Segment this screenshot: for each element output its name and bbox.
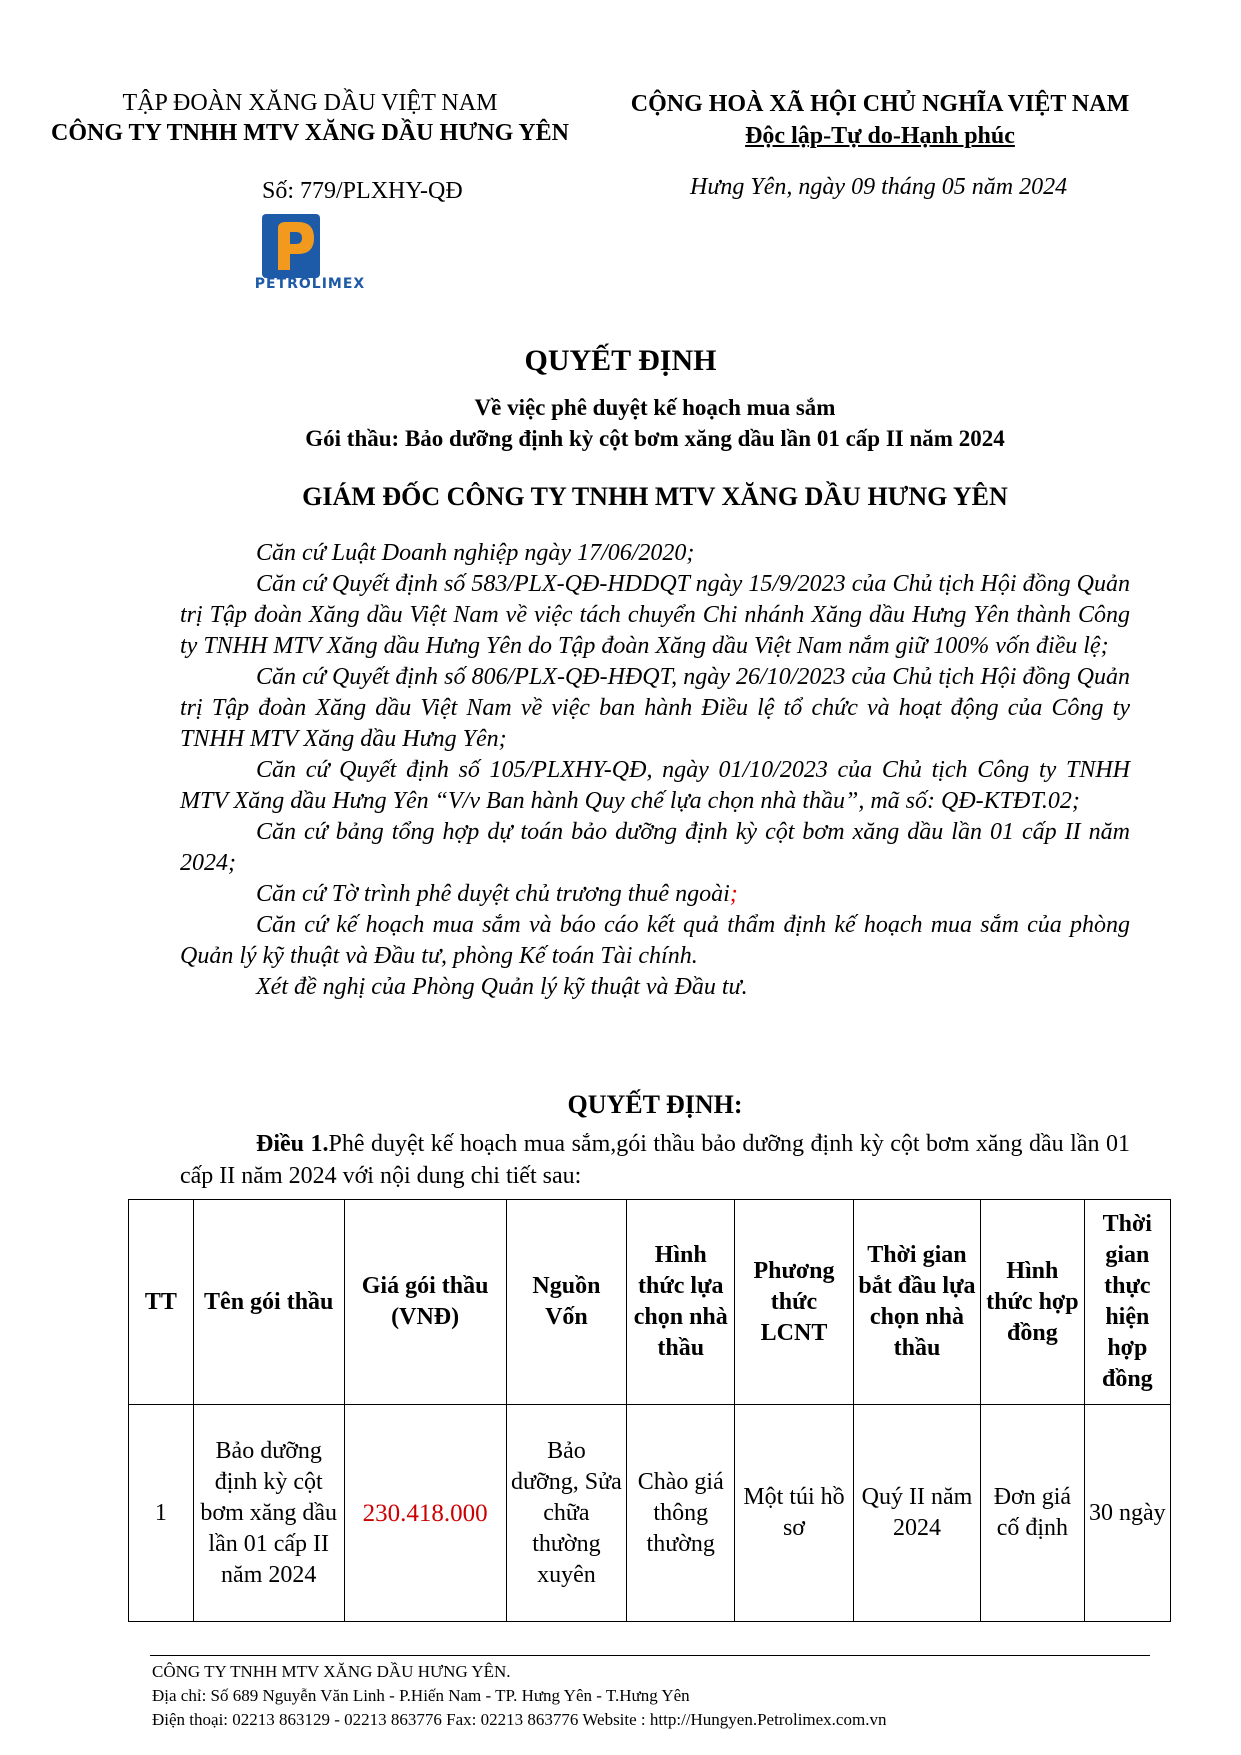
table-cell: Bảo dưỡng, Sửa chữa thường xuyên xyxy=(506,1405,627,1622)
document-subtitle xyxy=(0,392,1241,454)
ground-item-punct: ; xyxy=(729,881,738,907)
ground-item: Căn cứ bảng tổng hợp dự toán bảo dưỡng định kỳ cột bơm xăng dầu lần 01 cấp II năm 2024; xyxy=(180,819,1130,876)
table-cell: Một túi hồ sơ xyxy=(735,1405,854,1622)
article-1 xyxy=(180,1128,1130,1192)
footer-company: CÔNG TY TNHH MTV XĂNG DẦU HƯNG YÊN. xyxy=(152,1662,511,1681)
motto: Độc lập-Tự do-Hạnh phúc xyxy=(745,123,1015,149)
place-date: Hưng Yên, ngày 09 tháng 05 năm 2024 xyxy=(690,174,1068,200)
table-cell: 1 xyxy=(129,1405,194,1622)
table-header-row xyxy=(129,1200,1171,1405)
column-header: Phương thức LCNT xyxy=(735,1200,854,1405)
table-cell: Bảo dưỡng định kỳ cột bơm xăng dầu lần 01 cấp II năm 2024 xyxy=(193,1405,344,1622)
article-1-text: Phê duyệt kế hoạch mua sắm,gói thầu bảo dưỡng định kỳ cột bơm xăng dầu lần 01 cấp II năm 2024 với nội dung chi tiết sau: xyxy=(180,1131,1130,1189)
column-header: Giá gói thầu (VNĐ) xyxy=(344,1200,506,1405)
petrolimex-logo xyxy=(238,214,378,330)
company-name: CÔNG TY TNHH MTV XĂNG DẦU HƯNG YÊN xyxy=(50,120,570,146)
ground-item: Xét đề nghị của Phòng Quản lý kỹ thuật và Đầu tư. xyxy=(256,974,748,1000)
subtitle-line-1: Về việc phê duyệt kế hoạch mua sắm xyxy=(474,395,836,420)
column-header: TT xyxy=(129,1200,194,1405)
table-cell: Quý II năm 2024 xyxy=(853,1405,980,1622)
table-cell: Chào giá thông thường xyxy=(627,1405,735,1622)
document-title: QUYẾT ĐỊNH xyxy=(524,344,717,377)
ground-item-text: Căn cứ Tờ trình phê duyệt chủ trương thuê ngoài xyxy=(256,881,730,907)
issuer-block xyxy=(40,88,580,148)
column-header: Thời gian thực hiện hợp đồng xyxy=(1084,1200,1170,1405)
ground-item: Căn cứ Quyết định số 583/PLX-QĐ-HDDQT ngày 15/9/2023 của Chủ tịch Hội đồng Quản trị Tập đoàn Xăng dầu Việt Nam về việc tách chuyển Chi nhánh Xăng dầu Hưng Yên thành Công ty TNHH MTV Xăng dầu Hưng Yên do Tập đoàn Xăng dầu Việt Nam nắm giữ 100% vốn điều lệ; xyxy=(180,571,1130,659)
ground-item: Căn cứ kế hoạch mua sắm và báo cáo kết quả thẩm định kế hoạch mua sắm của phòng Quản lý kỹ thuật và Đầu tư, phòng Kế toán Tài chính. xyxy=(180,912,1130,969)
footer-address: Địa chỉ: Số 689 Nguyễn Văn Linh - P.Hiến Nam - TP. Hưng Yên - T.Hưng Yên xyxy=(152,1686,690,1705)
table-row xyxy=(129,1405,1171,1622)
logo-text: PETROLIMEX xyxy=(254,276,366,292)
ground-item: Căn cứ Quyết định số 105/PLXHY-QĐ, ngày 01/10/2023 của Chủ tịch Công ty TNHH MTV Xăng dầu Hưng Yên “V/v Ban hành Quy chế lựa chọn nhà thầu”, mã số: QĐ-KTĐT.02; xyxy=(180,757,1130,814)
document-number: Số: 779/PLXHY-QĐ xyxy=(262,178,463,204)
table-cell: Đơn giá cố định xyxy=(981,1405,1085,1622)
country-name: CỘNG HOÀ XÃ HỘI CHỦ NGHĨA VIỆT NAM xyxy=(630,91,1130,117)
ground-item: Căn cứ Luật Doanh nghiệp ngày 17/06/2020; xyxy=(256,540,695,566)
column-header: Hình thức lựa chọn nhà thầu xyxy=(627,1200,735,1405)
petrolimex-logo-icon xyxy=(238,214,378,330)
group-name: TẬP ĐOÀN XĂNG DẦU VIỆT NAM xyxy=(122,90,498,116)
table-cell: 30 ngày xyxy=(1084,1405,1170,1622)
article-1-label: Điều 1. xyxy=(256,1131,329,1157)
ground-item: Căn cứ Quyết định số 806/PLX-QĐ-HĐQT, ngày 26/10/2023 của Chủ tịch Hội đồng Quản trị Tập đoàn Xăng dầu Việt Nam về việc ban hành Điều lệ tổ chức và hoạt động của Công ty TNHH MTV Xăng dầu Hưng Yên; xyxy=(180,664,1130,752)
ground-item xyxy=(180,879,1130,910)
page-footer xyxy=(152,1660,886,1732)
column-header: Nguồn Vốn xyxy=(506,1200,627,1405)
column-header: Thời gian bắt đầu lựa chọn nhà thầu xyxy=(853,1200,980,1405)
national-heading xyxy=(590,88,1170,152)
procurement-plan-table xyxy=(128,1199,1171,1622)
column-header: Hình thức hợp đồng xyxy=(981,1200,1085,1405)
subtitle-line-2: Gói thầu: Bảo dưỡng định kỳ cột bơm xăng dầu lần 01 cấp II năm 2024 xyxy=(305,426,1005,451)
footer-divider xyxy=(150,1655,1150,1656)
director-heading: GIÁM ĐỐC CÔNG TY TNHH MTV XĂNG DẦU HƯNG YÊN xyxy=(302,482,1008,511)
footer-contact: Điện thoại: 02213 863129 - 02213 863776 Fax: 02213 863776 Website : http://Hungyen.Petrolimex.com.vn xyxy=(152,1710,887,1729)
decision-heading: QUYẾT ĐỊNH: xyxy=(567,1090,743,1119)
legal-grounds xyxy=(180,538,1130,1003)
column-header: Tên gói thầu xyxy=(193,1200,344,1405)
package-price-cell: 230.418.000 xyxy=(344,1405,506,1622)
